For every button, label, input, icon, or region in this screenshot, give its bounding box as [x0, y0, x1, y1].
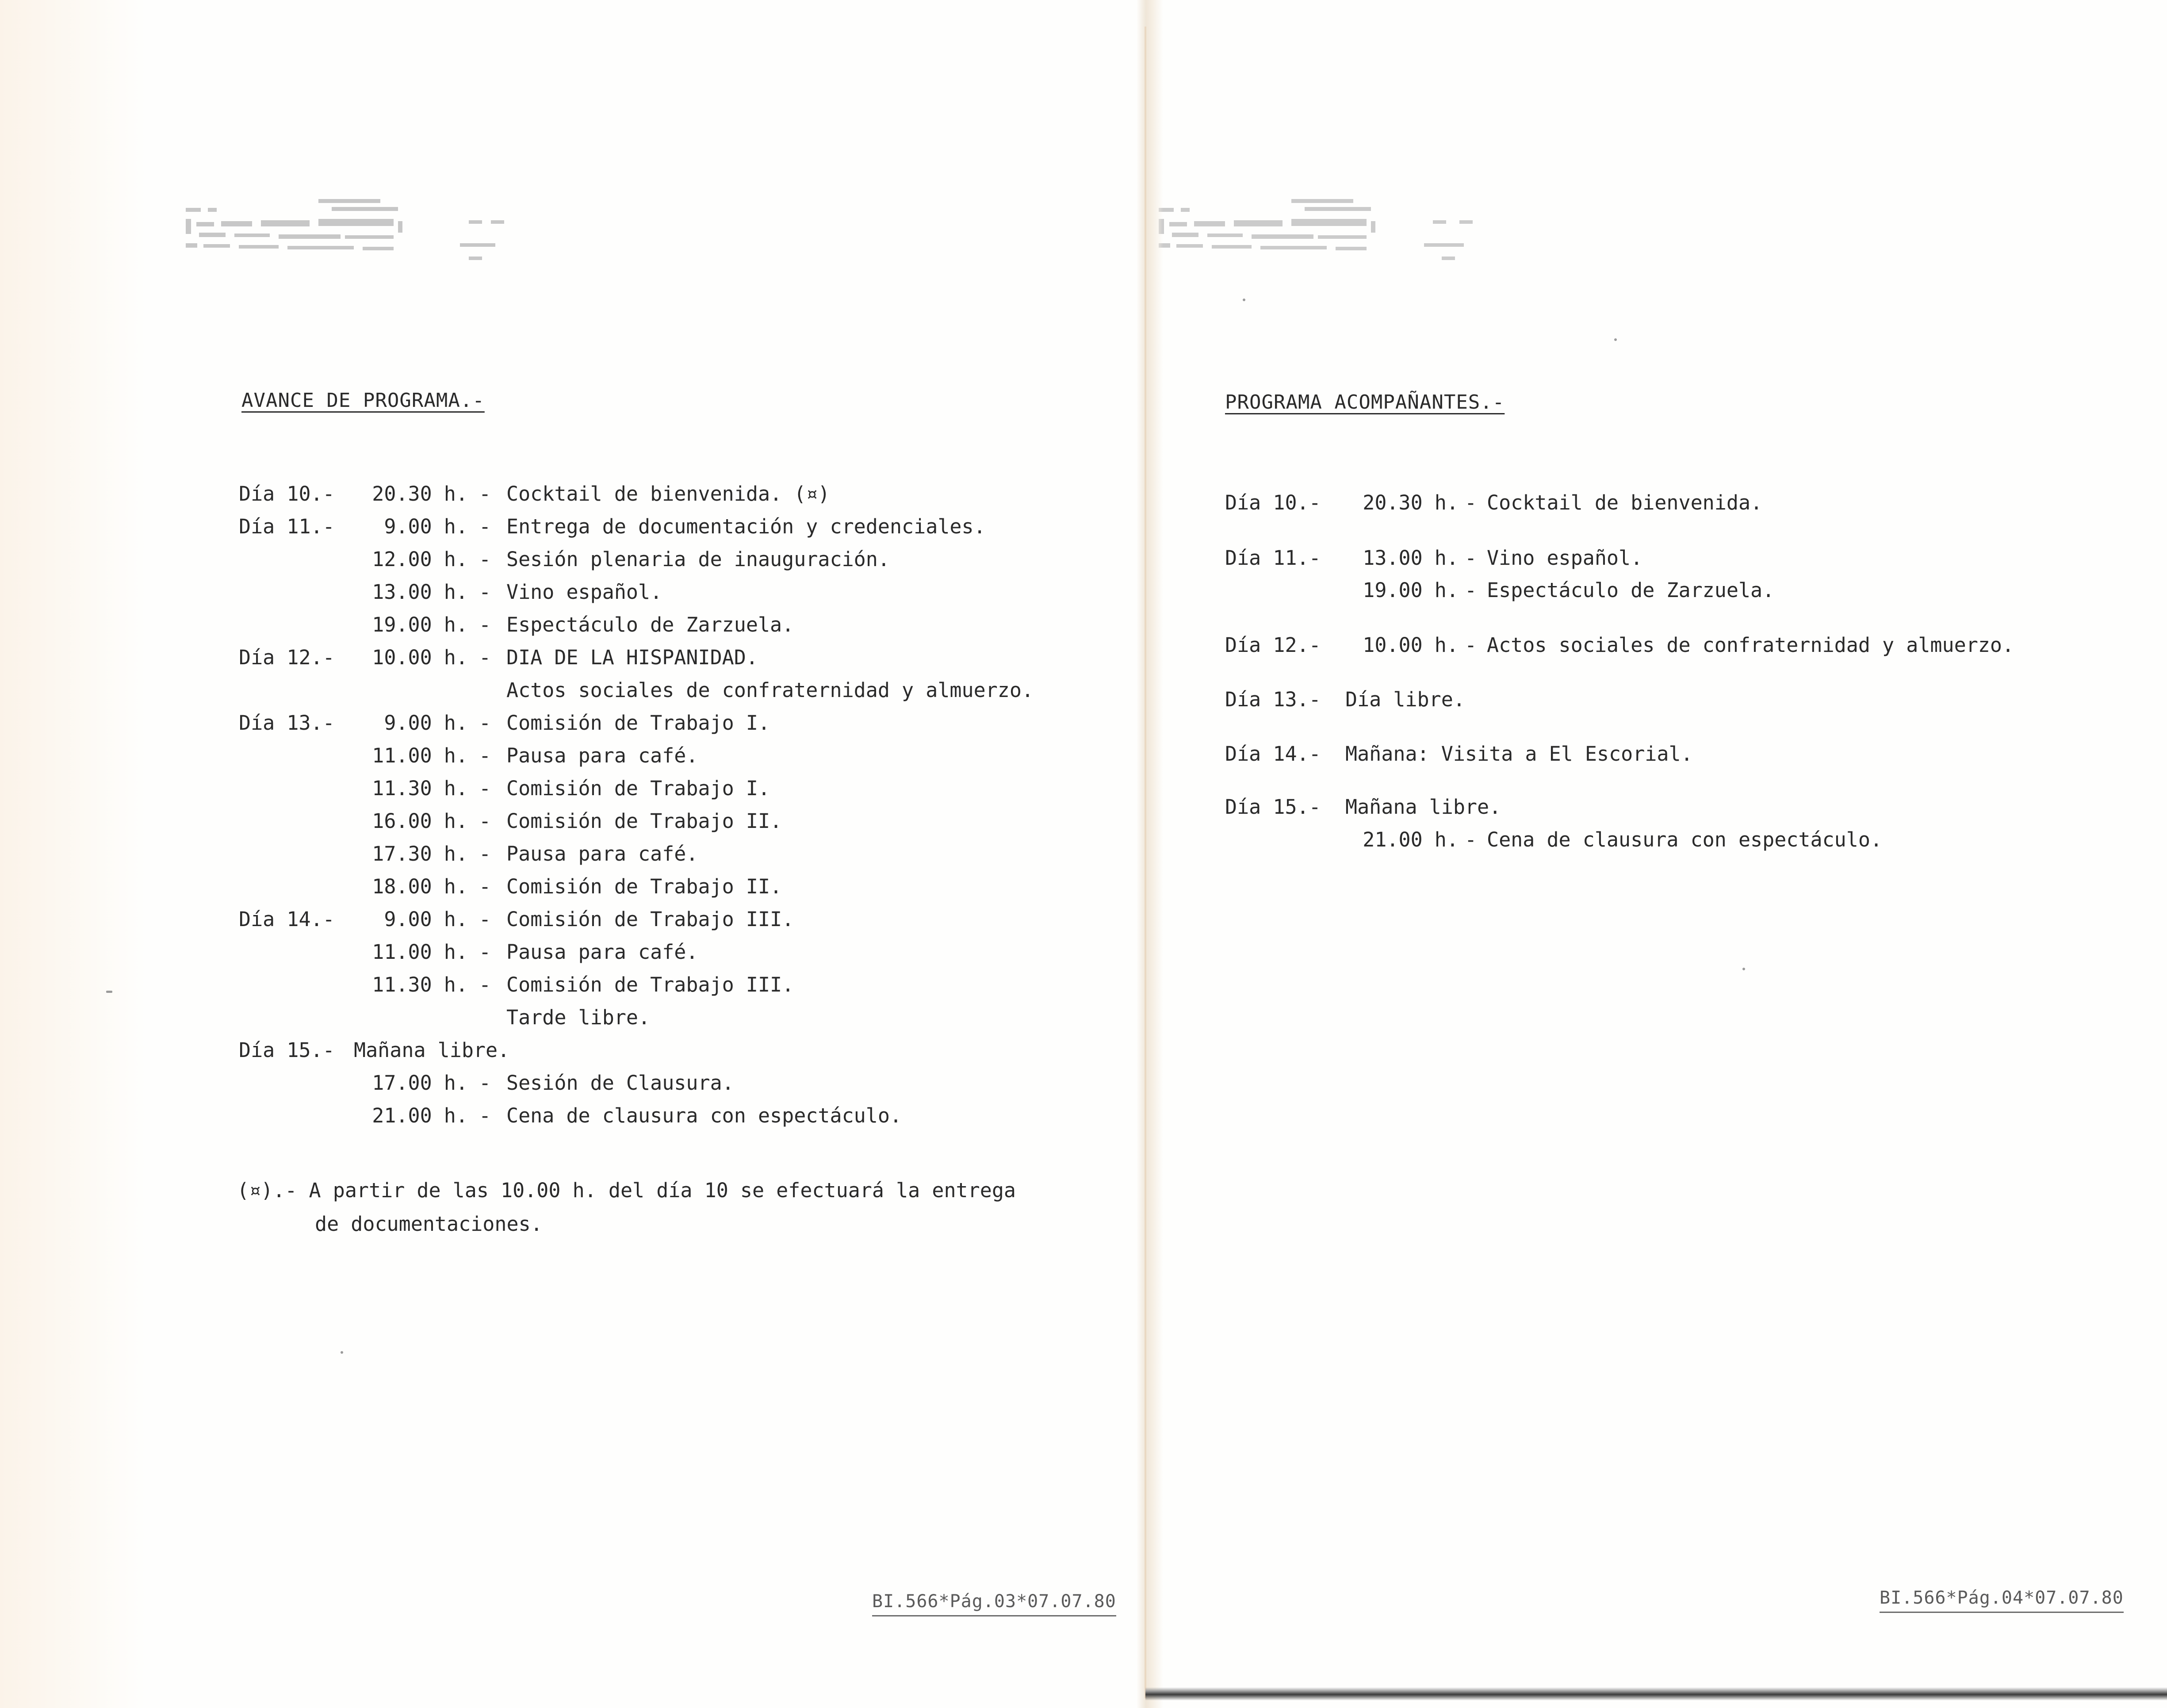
schedule-row — [0, 903, 1145, 936]
separator-dash: - — [479, 908, 491, 931]
faded-letterhead — [186, 195, 522, 270]
separator-dash: - — [1465, 633, 1477, 657]
separator-dash: - — [1465, 491, 1477, 514]
separator-dash: - — [479, 646, 491, 669]
schedule-row — [1145, 574, 2167, 607]
separator-dash: - — [479, 482, 491, 506]
day-label: Día 12.- — [239, 646, 335, 669]
schedule-row — [0, 870, 1145, 903]
time-label: 11.30 h. — [372, 777, 468, 800]
time-label: 19.00 h. — [372, 613, 468, 636]
schedule-row — [0, 674, 1145, 707]
time-label: 9.00 h. — [384, 908, 468, 931]
page-bottom-edge — [1145, 1687, 2167, 1700]
time-label: 11.00 h. — [372, 940, 468, 964]
activity-text: Tarde libre. — [506, 1006, 651, 1029]
day-label: Día 10.- — [1225, 491, 1321, 514]
separator-dash: - — [479, 1104, 491, 1127]
separator-dash: - — [479, 744, 491, 767]
schedule-row — [0, 1001, 1145, 1034]
paper-speck — [106, 991, 112, 993]
activity-text: Comisión de Trabajo III. — [506, 908, 794, 931]
activity-text: Vino español. — [1487, 546, 1643, 570]
page-title: AVANCE DE PROGRAMA.- — [241, 389, 485, 412]
schedule-row — [0, 1067, 1145, 1099]
time-label: 11.00 h. — [372, 744, 468, 767]
schedule-row — [1145, 629, 2167, 662]
activity-text: Comisión de Trabajo I. — [506, 777, 770, 800]
paper-speck — [1243, 299, 1245, 301]
time-label: 19.00 h. — [1363, 578, 1459, 602]
activity-text: Día libre. — [1345, 688, 1465, 711]
schedule-row — [1145, 823, 2167, 856]
time-label: 13.00 h. — [372, 580, 468, 604]
activity-text: Cena de clausura con espectáculo. — [506, 1104, 902, 1127]
time-label: 21.00 h. — [372, 1104, 468, 1127]
activity-text: Espectáculo de Zarzuela. — [506, 613, 794, 636]
schedule-row — [1145, 542, 2167, 574]
book-spine-crease — [1145, 27, 1146, 1698]
day-label: Día 14.- — [239, 908, 335, 931]
activity-text: Pausa para café. — [506, 842, 698, 865]
activity-text: Mañana libre. — [354, 1038, 510, 1062]
separator-dash: - — [479, 940, 491, 964]
activity-text: Sesión de Clausura. — [506, 1071, 734, 1095]
separator-dash: - — [1465, 546, 1477, 570]
page-title: PROGRAMA ACOMPAÑANTES.- — [1225, 391, 1505, 414]
time-label: 13.00 h. — [1363, 546, 1459, 570]
schedule-row — [0, 478, 1145, 510]
separator-dash: - — [479, 842, 491, 865]
schedule-row — [0, 510, 1145, 543]
activity-text: Espectáculo de Zarzuela. — [1487, 578, 1775, 602]
separator-dash: - — [479, 809, 491, 833]
activity-text: Pausa para café. — [506, 940, 698, 964]
schedule-row — [0, 772, 1145, 805]
separator-dash: - — [479, 875, 491, 898]
separator-dash: - — [479, 580, 491, 604]
day-label: Día 14.- — [1225, 742, 1321, 766]
time-label: 16.00 h. — [372, 809, 468, 833]
time-label: 21.00 h. — [1363, 828, 1459, 851]
activity-text: Cocktail de bienvenida. (¤) — [506, 482, 830, 506]
time-label: 12.00 h. — [372, 548, 468, 571]
page-reference: BI.566*Pág.04*07.07.80 — [1880, 1588, 2124, 1613]
book-spine — [1137, 0, 1163, 1708]
activity-text: Comisión de Trabajo I. — [506, 711, 770, 735]
time-label: 17.30 h. — [372, 842, 468, 865]
time-label: 9.00 h. — [384, 515, 468, 538]
time-label: 10.00 h. — [372, 646, 468, 669]
separator-dash: - — [479, 973, 491, 996]
activity-text: Entrega de documentación y credenciales. — [506, 515, 986, 538]
schedule-row — [0, 936, 1145, 969]
activity-text: Pausa para café. — [506, 744, 698, 767]
separator-dash: - — [479, 613, 491, 636]
time-label: 9.00 h. — [384, 711, 468, 735]
separator-dash: - — [479, 515, 491, 538]
schedule-row — [0, 739, 1145, 772]
footnote-line-2: de documentaciones. — [315, 1212, 543, 1236]
footnote-line-1: (¤).- A partir de las 10.00 h. del día 10 se efectuará la entrega — [237, 1179, 1016, 1202]
activity-text: Actos sociales de confraternidad y almuerzo. — [506, 678, 1034, 702]
activity-text: Mañana: Visita a El Escorial. — [1345, 742, 1693, 766]
separator-dash: - — [479, 1071, 491, 1095]
time-label: 20.30 h. — [1363, 491, 1459, 514]
separator-dash: - — [479, 777, 491, 800]
schedule-row — [0, 543, 1145, 576]
day-label: Día 13.- — [239, 711, 335, 735]
separator-dash: - — [479, 548, 491, 571]
schedule-row — [0, 641, 1145, 674]
schedule-row — [0, 1034, 1145, 1067]
activity-text: Sesión plenaria de inauguración. — [506, 548, 890, 571]
page-reference: BI.566*Pág.03*07.07.80 — [872, 1591, 1116, 1616]
schedule-row — [1145, 791, 2167, 823]
activity-text: Comisión de Trabajo II. — [506, 809, 782, 833]
day-label: Día 15.- — [239, 1038, 335, 1062]
schedule-row — [0, 609, 1145, 641]
day-label: Día 15.- — [1225, 795, 1321, 819]
time-label: 17.00 h. — [372, 1071, 468, 1095]
schedule-row — [1145, 683, 2167, 716]
activity-text: Cocktail de bienvenida. — [1487, 491, 1763, 514]
time-label: 11.30 h. — [372, 973, 468, 996]
schedule-row — [1145, 486, 2167, 519]
schedule-row — [0, 969, 1145, 1001]
separator-dash: - — [1465, 828, 1477, 851]
schedule-row — [0, 707, 1145, 739]
schedule-row — [0, 805, 1145, 838]
activity-text: Comisión de Trabajo III. — [506, 973, 794, 996]
schedule-row — [0, 838, 1145, 870]
time-label: 18.00 h. — [372, 875, 468, 898]
day-label: Día 12.- — [1225, 633, 1321, 657]
activity-text: Cena de clausura con espectáculo. — [1487, 828, 1883, 851]
activity-text: Vino español. — [506, 580, 662, 604]
day-label: Día 11.- — [1225, 546, 1321, 570]
day-label: Día 13.- — [1225, 688, 1321, 711]
paper-speck — [1614, 338, 1617, 341]
time-label: 10.00 h. — [1363, 633, 1459, 657]
activity-text: Mañana libre. — [1345, 795, 1501, 819]
paper-speck — [341, 1351, 343, 1354]
schedule-row — [1145, 738, 2167, 770]
day-label: Día 10.- — [239, 482, 335, 506]
time-label: 20.30 h. — [372, 482, 468, 506]
schedule-row — [0, 576, 1145, 609]
paper-speck — [1742, 968, 1745, 970]
right-page — [1145, 0, 2167, 1708]
activity-text: DIA DE LA HISPANIDAD. — [506, 646, 758, 669]
day-label: Día 11.- — [239, 515, 335, 538]
separator-dash: - — [1465, 578, 1477, 602]
separator-dash: - — [479, 711, 491, 735]
faded-letterhead — [1159, 195, 1495, 270]
activity-text: Comisión de Trabajo II. — [506, 875, 782, 898]
activity-text: Actos sociales de confraternidad y almuerzo. — [1487, 633, 2014, 657]
schedule-row — [0, 1099, 1145, 1132]
